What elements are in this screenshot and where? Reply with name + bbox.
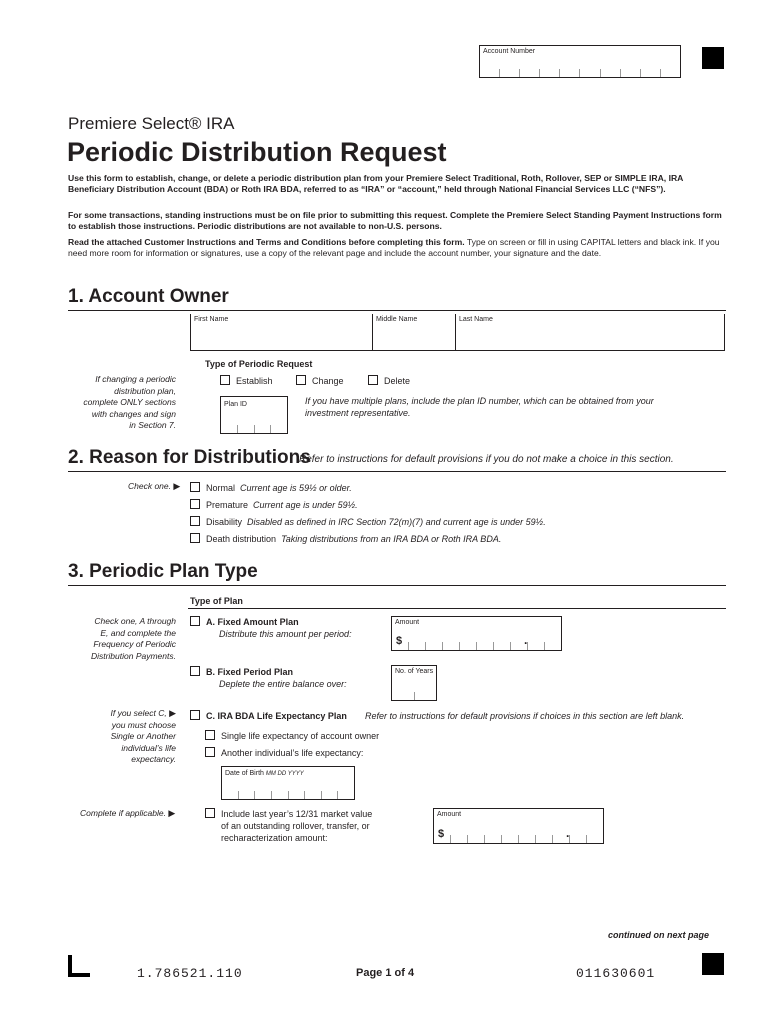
amount-label: Amount: [395, 619, 420, 626]
ira-bda-life-expectancy-desc: Refer to instructions for default provisions if choices in this section are left blank.: [365, 711, 685, 721]
date-of-birth-field[interactable]: [221, 766, 355, 800]
reason-option-death: [206, 534, 501, 544]
fixed-amount-plan-label: A. Fixed Amount Plan: [206, 617, 299, 627]
reason-option-premature: [206, 500, 358, 510]
plan-id-note-line-2: investment representative.: [305, 408, 411, 418]
fixed-period-plan-checkbox[interactable]: [190, 666, 200, 676]
fixed-amount-plan-desc: Distribute this amount per period:: [219, 629, 352, 639]
intro-paragraph-3-bold: Read the attached Customer Instructions and Terms and Conditions before completing this form.: [68, 237, 465, 247]
reason-label: Disability: [206, 517, 243, 527]
plan-id-note-line-1: If you have multiple plans, include the plan ID number, which can be obtained from your: [305, 396, 654, 406]
page-title: Periodic Distribution Request: [67, 137, 447, 167]
check-one-note: [128, 481, 180, 492]
number-of-years-field[interactable]: [391, 665, 437, 701]
include-market-value-line-2: of an outstanding rollover, transfer, or: [221, 821, 370, 831]
middle-name-label: Middle Name: [376, 316, 418, 323]
single-life-expectancy-checkbox[interactable]: [205, 730, 215, 740]
reason-label: Normal: [206, 483, 236, 493]
disability-checkbox[interactable]: [190, 516, 200, 526]
product-name: Premiere Select® IRA: [68, 114, 235, 133]
section-1-rule: [68, 310, 726, 311]
dob-label: [225, 770, 304, 777]
another-individual-label: Another individual’s life expectancy:: [221, 748, 364, 758]
complete-if-applicable-note: [80, 808, 175, 819]
last-name-label: Last Name: [459, 316, 493, 323]
registration-mark-bottom-left: [68, 955, 90, 977]
section-1-title: 1. Account Owner: [68, 286, 229, 307]
fixed-period-plan-desc: Deplete the entire balance over:: [219, 679, 347, 689]
side-note-text: If you select C,: [110, 708, 167, 718]
dollar-sign: $: [396, 635, 403, 647]
middle-name-field[interactable]: [373, 314, 456, 351]
include-market-value-line-1: Include last year’s 12/31 market value: [221, 809, 373, 819]
fixed-period-plan-label: B. Fixed Period Plan: [206, 667, 294, 677]
include-market-value-line-3: recharacterization amount:: [221, 833, 328, 843]
establish-checkbox[interactable]: [220, 375, 230, 385]
complete-if-text: Complete if applicable.: [80, 808, 166, 818]
form-code: 1.786521.110: [137, 966, 243, 981]
side-note-line: Single or Another: [110, 731, 176, 741]
arrow-right-icon: ▶: [168, 808, 176, 818]
reason-label: Premature: [206, 500, 249, 510]
account-number-label: Account Number: [483, 48, 536, 55]
section-2-subtitle: Refer to instructions for default provisions if you do not make a choice in this section.: [299, 454, 674, 465]
request-type-label: Type of Periodic Request: [205, 359, 313, 369]
ira-bda-life-expectancy-label: C. IRA BDA Life Expectancy Plan: [206, 711, 347, 721]
intro-paragraph-3: [68, 237, 728, 259]
delete-label: Delete: [384, 376, 411, 386]
side-note-line: E, and complete the: [100, 627, 176, 638]
plan-type-rule: [188, 608, 726, 609]
market-value-amount-field[interactable]: [433, 808, 604, 844]
years-label: No. of Years: [395, 668, 434, 675]
plan-id-field[interactable]: [220, 396, 288, 434]
reason-option-normal: [206, 483, 352, 493]
decimal-point: .: [566, 826, 570, 840]
continued-note: continued on next page: [608, 930, 710, 940]
side-note-line: Distribution Payments.: [90, 650, 176, 661]
side-note-line: expectancy.: [131, 754, 176, 764]
normal-checkbox[interactable]: [190, 482, 200, 492]
reason-option-disability: [206, 517, 546, 527]
decimal-point: .: [524, 633, 528, 647]
intro-paragraph-3-rest: Type on screen or fill in using CAPITAL letters and black ink. If you need more room for information or signatures, use a copy of the relevant page and include the account number, your signature and the date.: [68, 237, 720, 258]
dob-format: MM DD YYYY: [265, 771, 304, 777]
side-note-line: Frequency of Periodic: [93, 639, 176, 649]
reason-label: Death distribution: [206, 534, 277, 544]
establish-label: Establish: [236, 376, 273, 386]
section-3-title: 3. Periodic Plan Type: [68, 561, 258, 582]
single-life-expectancy-label: Single life expectancy of account owner: [221, 731, 380, 741]
intro-paragraph-1: Use this form to establish, change, or delete a periodic distribution plan from your Premiere Select Traditional, Roth, Rollover, SEP or SIMPLE IRA, IRA Beneficiary Distribution Account (BDA) or Roth IRA BDA, referred to as “IRA” or “account,” held through National Financial Services LLC (“NFS”).: [68, 173, 684, 194]
side-note-line: with changes and sign: [91, 408, 176, 419]
side-note-line: distribution plan,: [114, 385, 176, 396]
amount-label: Amount: [437, 811, 462, 818]
check-one-text: Check one.: [128, 481, 171, 491]
ira-bda-life-expectancy-checkbox[interactable]: [190, 710, 200, 720]
side-note-line: you must choose: [111, 719, 176, 730]
dob-label-text: Date of Birth: [225, 770, 264, 777]
registration-mark-top-right: [702, 47, 724, 69]
section-2-title: 2. Reason for Distributions: [68, 447, 311, 468]
delete-checkbox[interactable]: [368, 375, 378, 385]
section-3-side-note-a: [60, 616, 176, 662]
section-2-rule: [68, 471, 726, 472]
reason-desc: Current age is 59½ or older.: [240, 483, 352, 493]
intro-paragraph-2: For some transactions, standing instructions must be on file prior to submitting this request. Complete the Premiere Select Standing Payment Instructions form to establish those instructions. Periodic distributions are not available to non-U.S. persons.: [68, 210, 722, 231]
first-name-field[interactable]: [190, 314, 373, 351]
page-number: Page 1 of 4: [356, 967, 415, 979]
fixed-amount-field[interactable]: [391, 616, 562, 651]
registration-mark-bottom-right: [702, 953, 724, 975]
death-distribution-checkbox[interactable]: [190, 533, 200, 543]
reason-desc: Disabled as defined in IRC Section 72(m)(7) and current age is under 59½.: [247, 517, 546, 527]
section-1-side-note: [60, 374, 176, 432]
side-note-line: individual’s life: [121, 742, 176, 753]
change-checkbox[interactable]: [296, 375, 306, 385]
side-note-line: [60, 708, 176, 720]
first-name-label: First Name: [194, 316, 229, 323]
premature-checkbox[interactable]: [190, 499, 200, 509]
another-individual-checkbox[interactable]: [205, 747, 215, 757]
side-note-line: complete ONLY sections: [83, 397, 176, 407]
barcode-number: 011630601: [576, 966, 656, 981]
side-note-line: If changing a periodic: [95, 374, 176, 384]
side-note-line: in Section 7.: [129, 420, 176, 430]
reason-desc: Current age is under 59½.: [253, 500, 358, 510]
plan-type-label: Type of Plan: [190, 596, 243, 606]
arrow-right-icon: ▶: [169, 708, 176, 718]
fixed-amount-plan-checkbox[interactable]: [190, 616, 200, 626]
section-3-rule: [68, 585, 726, 586]
arrow-right-icon: ▶: [173, 481, 181, 491]
last-name-field[interactable]: [456, 314, 725, 351]
plan-id-label: Plan ID: [224, 401, 247, 408]
dollar-sign: $: [438, 828, 445, 840]
include-market-value-checkbox[interactable]: [205, 808, 215, 818]
account-number-field[interactable]: [479, 45, 681, 78]
change-label: Change: [312, 376, 344, 386]
side-note-line: Check one, A through: [94, 616, 176, 626]
reason-desc: Taking distributions from an IRA BDA or Roth IRA BDA.: [281, 534, 502, 544]
section-3-side-note-c: [60, 708, 176, 766]
